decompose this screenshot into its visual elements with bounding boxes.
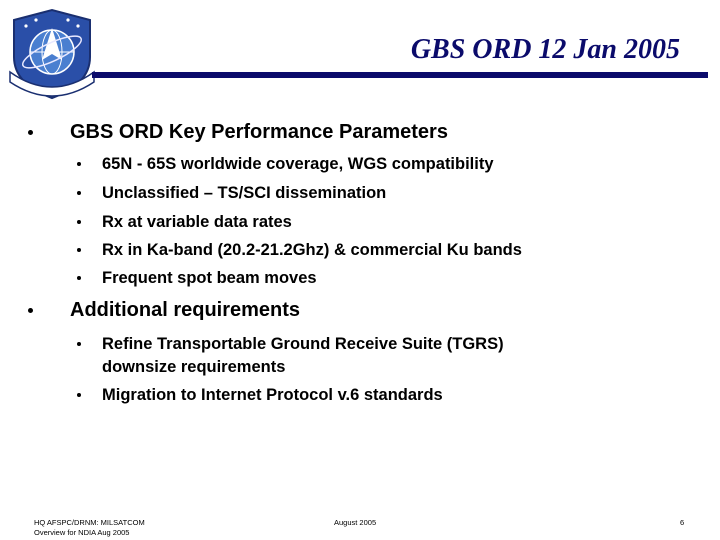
bullet-dot-icon: [77, 162, 81, 166]
list-item-text: Rx in Ka-band (20.2-21.2Ghz) & commercial Ku bands: [102, 241, 522, 259]
afspc-logo: [2, 2, 102, 102]
slide-title: GBS ORD 12 Jan 2005: [410, 34, 680, 65]
bullet-dot-icon: [28, 308, 33, 313]
footer-left-line2: Overview for NDIA Aug 2005: [34, 528, 130, 537]
list-item-text: downsize requirements: [102, 358, 286, 376]
bullet-kpp-heading: GBS ORD Key Performance Parameters: [70, 121, 448, 143]
list-item-text: Migration to Internet Protocol v.6 standards: [102, 386, 443, 404]
footer-left-line1: HQ AFSPC/DRNM: MILSATCOM: [34, 518, 145, 527]
list-item-text: Rx at variable data rates: [102, 213, 292, 231]
bullet-additional-heading: Additional requirements: [70, 299, 301, 321]
bullet-dot-icon: [77, 248, 81, 252]
footer-page-number: 6: [680, 518, 685, 527]
bullet-dot-icon: [77, 393, 81, 397]
list-item-text: 65N - 65S worldwide coverage, WGS compatibility: [102, 155, 494, 173]
list-item-text: Unclassified – TS/SCI dissemination: [102, 184, 387, 202]
bullet-dot-icon: [77, 191, 81, 195]
bullet-dot-icon: [77, 276, 81, 280]
footer-date: August 2005: [334, 518, 377, 527]
air-force-space-command-emblem-icon: [2, 2, 102, 102]
bullet-dot-icon: [77, 220, 81, 224]
list-item-text: Frequent spot beam moves: [102, 269, 317, 287]
title-rule: [92, 72, 708, 78]
bullet-dot-icon: [28, 130, 33, 135]
list-item-text: Refine Transportable Ground Receive Suite (TGRS): [102, 335, 504, 353]
footer-left: [34, 518, 145, 538]
bullet-dot-icon: [77, 342, 81, 346]
